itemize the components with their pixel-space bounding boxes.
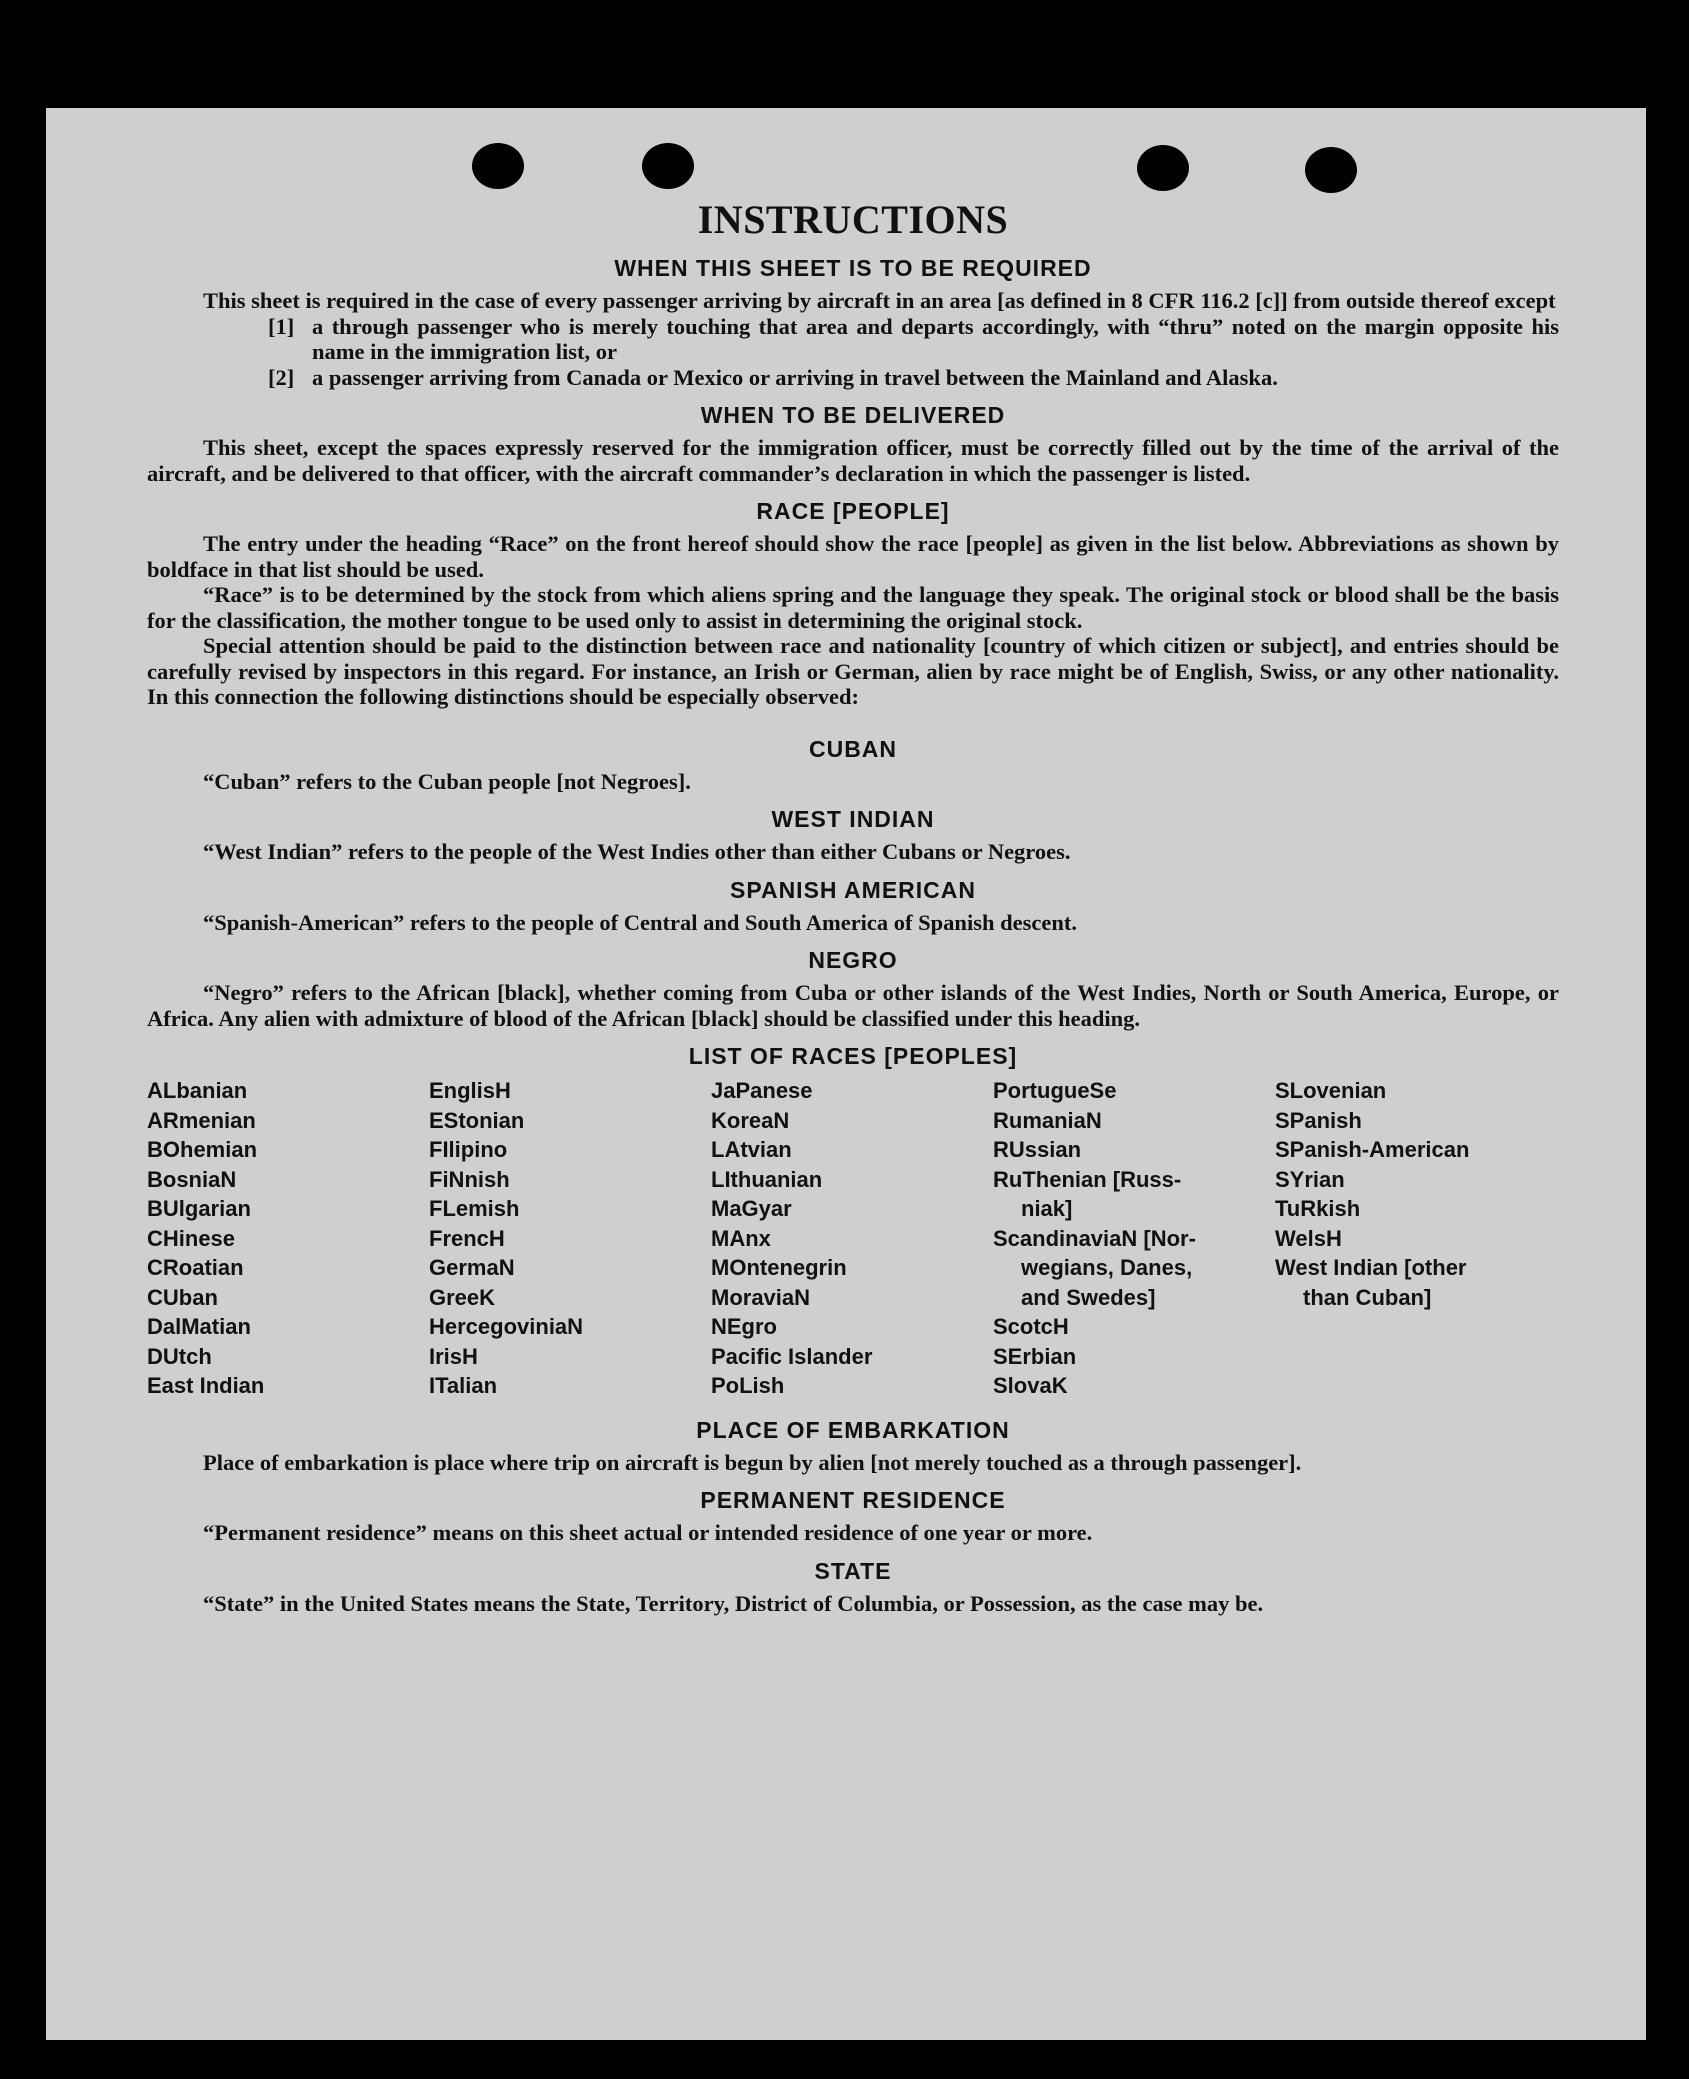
race-entry-continued: and Swedes]	[1021, 1284, 1156, 1310]
race-entry: LAtvian	[711, 1137, 792, 1162]
race-entry: BosniaN	[147, 1166, 237, 1192]
race-entry: IrisH	[429, 1343, 478, 1369]
exception-item-1	[147, 314, 1559, 365]
race-entry: LIthuanian	[711, 1166, 823, 1192]
race-entry-continued: than Cuban]	[1303, 1284, 1432, 1310]
race-entry: BUlgarian	[147, 1196, 251, 1221]
race-entry: SLovenian	[1275, 1078, 1387, 1103]
item-text: a passenger arriving from Canada or Mexico or arriving in travel between the Mainland and Alaska.	[312, 364, 1278, 390]
punch-hole	[472, 143, 524, 189]
section-heading-west-indian: WEST INDIAN	[771, 806, 935, 832]
section-heading-residence: PERMANENT RESIDENCE	[700, 1487, 1006, 1513]
race-entry: FrencH	[429, 1225, 505, 1251]
required-intro: This sheet is required in the case of every passenger arriving by aircraft in an area [as defined in 8 CFR 116.2 [c]] from outside thereof except	[203, 288, 1556, 313]
spanish-american-text: “Spanish-American” refers to the people of Central and South America of Spanish descent.	[203, 909, 1077, 935]
race-entry: DalMatian	[147, 1314, 251, 1339]
west-indian-text: “West Indian” refers to the people of the West Indies other than either Cubans or Negroes.	[203, 839, 1071, 864]
race-entry: TuRkish	[1275, 1196, 1361, 1221]
race-entry: SErbian	[993, 1343, 1077, 1369]
state-text: “State” in the United States means the State, Territory, District of Columbia, or Possession, as the case may be.	[203, 1590, 1264, 1616]
cuban-text: “Cuban” refers to the Cuban people [not Negroes].	[203, 768, 691, 794]
race-list-column-1	[147, 1076, 429, 1401]
race-paragraph-2: “Race” is to be determined by the stock from which aliens spring and the language they speak. The original stock or blood shall be the basis for the classification, the mother tongue to be used only to assist in determining the original stock.	[147, 582, 1559, 633]
race-entry: NEgro	[711, 1314, 777, 1339]
race-entry: GermaN	[429, 1255, 515, 1280]
residence-text: “Permanent residence” means on this sheet actual or intended residence of one year or more.	[203, 1520, 1093, 1545]
race-entry: WelsH	[1275, 1225, 1342, 1251]
race-entry: MOntenegrin	[711, 1255, 847, 1280]
race-paragraph-3: Special attention should be paid to the distinction between race and nationality [country of which citizen or subject], and entries should be carefully revised by inspectors in this regard. For instance, an Irish or German, alien by race might be of English, Swiss, or any other nationality. In this connection the following distinctions should be especially observed:	[147, 633, 1559, 709]
item-tag: [1]	[268, 313, 295, 339]
section-heading-cuban: CUBAN	[808, 735, 898, 762]
race-entry: BOhemian	[147, 1137, 258, 1162]
section-heading-delivered: WHEN TO BE DELIVERED	[700, 402, 1006, 428]
item-tag: [2]	[268, 364, 295, 390]
race-entry: FLemish	[429, 1196, 520, 1221]
race-entry: DUtch	[147, 1343, 212, 1369]
section-heading-race: RACE [PEOPLE]	[756, 498, 950, 524]
race-entry: ITalian	[429, 1373, 498, 1398]
race-entry: SPanish	[1275, 1107, 1362, 1133]
race-entry: ALbanian	[147, 1078, 248, 1103]
punch-hole	[1137, 145, 1189, 191]
section-heading-negro: NEGRO	[808, 947, 898, 973]
section-heading-state: STATE	[814, 1557, 892, 1584]
race-entry: CHinese	[147, 1225, 236, 1251]
race-list-column-4	[993, 1076, 1275, 1401]
race-entry: SYrian	[1275, 1166, 1345, 1192]
race-entry: PoLish	[711, 1373, 785, 1398]
race-entry: FiNnish	[429, 1166, 510, 1192]
punch-hole	[1305, 147, 1357, 193]
race-entry: RuThenian [Russ-	[993, 1166, 1182, 1192]
race-entry: Pacific Islander	[711, 1343, 873, 1369]
race-paragraph-1: The entry under the heading “Race” on the front hereof should show the race [people] as given in the list below. Abbreviations as shown by boldface in that list should be used.	[147, 531, 1559, 582]
race-entry: RUssian	[993, 1137, 1082, 1162]
race-list	[147, 1076, 1559, 1401]
race-entry: ScotcH	[993, 1314, 1069, 1339]
race-list-column-3	[711, 1076, 993, 1401]
page-title: INSTRUCTIONS	[697, 197, 1009, 242]
race-entry: CRoatian	[147, 1255, 244, 1280]
race-list-column-5	[1275, 1076, 1557, 1401]
section-heading-spanish-american: SPANISH AMERICAN	[729, 876, 976, 903]
race-entry: EnglisH	[429, 1078, 511, 1103]
negro-text: “Negro” refers to the African [black], whether coming from Cuba or other islands of the West Indies, North or South America, Europe, or Africa. Any alien with admixture of blood of the African [black] should be classified under this heading.	[147, 980, 1559, 1031]
race-entry: SPanish-American	[1275, 1137, 1470, 1162]
race-entry: GreeK	[429, 1284, 496, 1310]
race-entry: MaGyar	[711, 1196, 792, 1221]
race-entry: PortugueSe	[993, 1078, 1117, 1103]
delivered-text: This sheet, except the spaces expressly reserved for the immigration officer, must be correctly filled out by the time of the arrival of the aircraft, and be delivered to that officer, with the aircraft commander’s declaration in which the passenger is listed.	[147, 435, 1559, 486]
race-entry: JaPanese	[711, 1078, 813, 1103]
race-entry: West Indian [other	[1275, 1255, 1467, 1280]
race-entry: MoraviaN	[711, 1284, 811, 1310]
embarkation-text: Place of embarkation is place where trip on aircraft is begun by alien [not merely touched as a through passenger].	[203, 1449, 1302, 1475]
race-entry-continued: niak]	[1021, 1196, 1073, 1221]
race-entry: RumaniaN	[993, 1107, 1102, 1133]
race-list-column-2	[429, 1076, 711, 1401]
section-heading-embarkation: PLACE OF EMBARKATION	[696, 1416, 1010, 1443]
document-sheet	[46, 108, 1646, 2040]
race-entry: FIlipino	[429, 1137, 508, 1162]
race-entry: EStonian	[429, 1107, 525, 1133]
race-entry: East Indian	[147, 1373, 265, 1398]
instructions-content	[147, 196, 1559, 1616]
exception-item-2	[147, 365, 1559, 391]
race-entry: ScandinaviaN [Nor-	[993, 1225, 1196, 1251]
race-entry: CUban	[147, 1284, 218, 1310]
race-entry: SlovaK	[993, 1373, 1068, 1398]
race-entry: ARmenian	[147, 1107, 256, 1133]
race-entry-continued: wegians, Danes,	[1021, 1255, 1193, 1280]
item-text: a through passenger who is merely touching that area and departs accordingly, with “thru” noted on the margin opposite his name in the immigration list, or	[312, 313, 1559, 364]
section-heading-required: WHEN THIS SHEET IS TO BE REQUIRED	[614, 255, 1092, 281]
section-heading-race-list: LIST OF RACES [PEOPLES]	[688, 1043, 1018, 1069]
punch-hole	[642, 143, 694, 189]
race-entry: MAnx	[711, 1225, 771, 1251]
race-entry: KoreaN	[711, 1107, 790, 1133]
race-entry: HercegoviniaN	[429, 1314, 584, 1339]
